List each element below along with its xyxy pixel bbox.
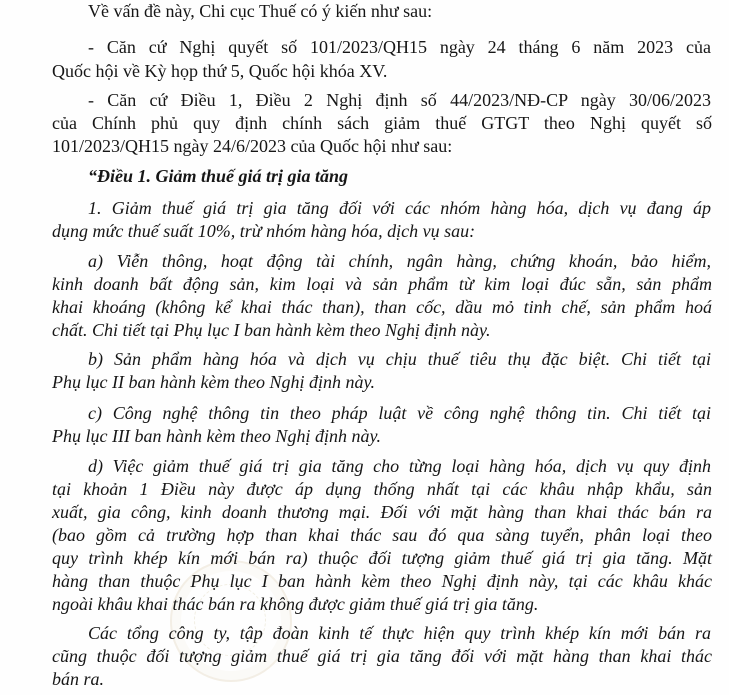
point-a-line-4: chất. Chi tiết tại Phụ lục I ban hành kèm theo Nghị định này. [52,320,491,340]
point-b-line-2: Phụ lục II ban hành kèm theo Nghị định này. [52,372,375,392]
point-d-line-2: tại khoản 1 Điều này được áp dụng thống nhất tại các khâu nhập khẩu, sản [52,479,712,499]
point-d-line-5: quy trình khép kín mới bán ra) thuộc đối tượng giảm thuế giá trị gia tăng. Mặt [52,548,712,568]
basis-1-line-1: - Căn cứ Nghị quyết số 101/2023/QH15 ngày 24 tháng 6 năm 2023 của [88,37,711,57]
point-b-line-1: b) Sản phẩm hàng hóa và dịch vụ chịu thuế tiêu thụ đặc biệt. Chi tiết tại [88,349,711,369]
corporations-line-3: bán ra. [52,669,105,689]
basis-2-line-3: 101/2023/QH15 ngày 24/6/2023 của Quốc hội như sau: [52,136,453,156]
point-c-line-2: Phụ lục III ban hành kèm theo Nghị định này. [52,426,381,446]
point-a-line-3: khai khoáng (không kể khai thác than), than cốc, dầu mỏ tinh chế, sản phẩm hoá [52,297,712,317]
clause-1-line-2: dụng mức thuế suất 10%, trừ nhóm hàng hóa, dịch vụ sau: [52,221,476,241]
point-d-line-3: xuất, gia công, kinh doanh thương mại. Đối với mặt hàng than khai thác bán ra [52,502,712,522]
basis-2-line-2: của Chính phủ quy định chính sách giảm thuế GTGT theo Nghị quyết số [52,113,712,133]
point-d-line-7: ngoài khâu khai thác bán ra không được giảm thuế giá trị gia tăng. [52,594,539,614]
point-d-line-1: d) Việc giảm thuế giá trị gia tăng cho từng loại hàng hóa, dịch vụ quy định [88,456,711,476]
point-c-line-1: c) Công nghệ thông tin theo pháp luật về công nghệ thông tin. Chi tiết tại [88,403,711,423]
corporations-line-1: Các tổng công ty, tập đoàn kinh tế thực hiện quy trình khép kín mới bán ra [88,623,711,643]
article-1-heading: “Điều 1. Giảm thuế giá trị gia tăng [88,166,349,186]
basis-1-line-2: Quốc hội về Kỳ họp thứ 5, Quốc hội khóa XV. [52,61,388,81]
basis-2-line-1: - Căn cứ Điều 1, Điều 2 Nghị định số 44/2023/NĐ-CP ngày 30/06/2023 [88,90,711,110]
point-a-line-1: a) Viễn thông, hoạt động tài chính, ngân hàng, chứng khoán, bảo hiểm, [88,251,711,271]
point-d-line-4: (bao gồm cả trường hợp than khai thác sau đó qua sàng tuyển, phân loại theo [52,525,712,545]
clause-1-line-1: 1. Giảm thuế giá trị gia tăng đối với các nhóm hàng hóa, dịch vụ đang áp [88,198,711,218]
point-a-line-2: kinh doanh bất động sản, kim loại và sản phẩm từ kim loại đúc sẵn, sản phẩm [52,274,712,294]
intro-line: Về vấn đề này, Chi cục Thuế có ý kiến như sau: [88,1,433,21]
point-d-line-6: hàng than thuộc Phụ lục I ban hành kèm theo Nghị định này, tại các khâu khác [52,571,712,591]
corporations-line-2: cũng thuộc đối tượng giảm thuế giá trị gia tăng đối với mặt hàng than khai thác [52,646,712,666]
